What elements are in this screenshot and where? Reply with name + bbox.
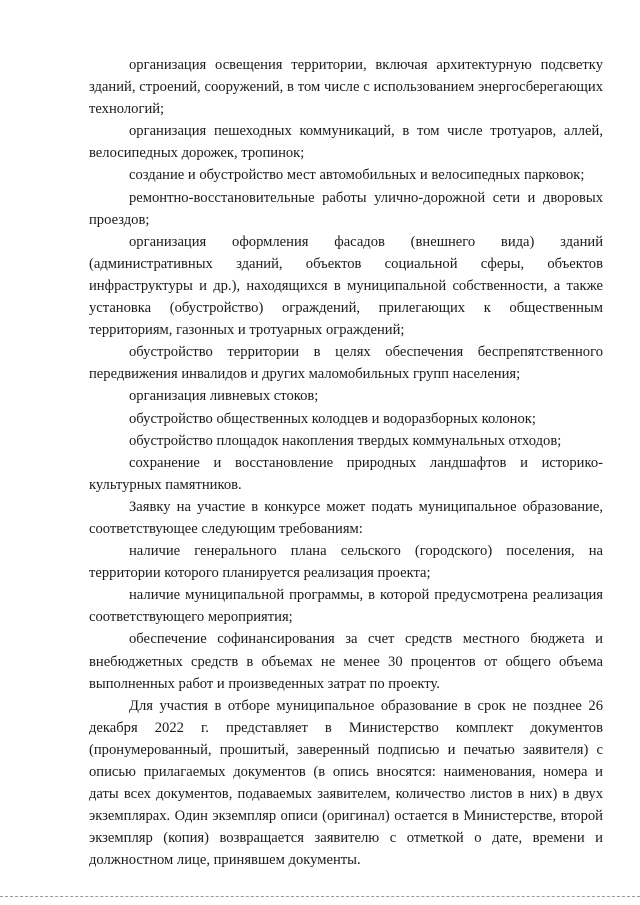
paragraph-requirement-cofinancing: обеспечение софинансирования за счет средств местного бюджета и внебюджетных средств в объемах не менее 30 процентов от общего объема выполненных работ и произведенных затрат по проекту. [89, 631, 603, 692]
paragraph-waste: обустройство площадок накопления твердых коммунальных отходов; [129, 432, 562, 449]
paragraph-lighting: организация освещения территории, включая архитектурную подсветку зданий, строений, сооружений, в том числе с использованием энергосберегающих технологий; [89, 57, 603, 118]
paragraph-drainage: организация ливневых стоков; [129, 388, 319, 405]
paragraph-landscapes: сохранение и восстановление природных ландшафтов и историко-культурных памятников. [89, 454, 603, 493]
paragraph-wells: обустройство общественных колодцев и водоразборных колонок; [129, 410, 536, 427]
document-body [89, 54, 603, 871]
paragraph-facades: организация оформления фасадов (внешнего вида) зданий (административных зданий, объектов социальной сферы, объектов инфраструктуры и др.), находящихся в муниципальной собственности, а также установка (обустройство) ограждений, прилегающих к общественным территориям, газонных и тротуарных ограждений; [89, 233, 603, 339]
paragraph-accessibility: обустройство территории в целях обеспечения беспрепятственного передвижения инвалидов и других маломобильных групп населения; [89, 344, 603, 383]
paragraph-requirement-plan: наличие генерального плана сельского (городского) поселения, на территории которого планируется реализация проекта; [89, 543, 603, 582]
bottom-dashed-rule [0, 896, 640, 897]
paragraph-application-intro: Заявку на участие в конкурсе может подать муниципальное образование, соответствующее следующим требованиям: [89, 498, 603, 537]
paragraph-road-repair: ремонтно-восстановительные работы улично-дорожной сети и дворовых проездов; [89, 189, 603, 228]
paragraph-pedestrian: организация пешеходных коммуникаций, в том числе тротуаров, аллей, велосипедных дорожек, тропинок; [89, 123, 603, 162]
paragraph-parking: создание и обустройство мест автомобильных и велосипедных парковок; [129, 167, 585, 184]
paragraph-submission: Для участия в отборе муниципальное образование в срок не позднее 26 декабря 2022 г. представляет в Министерство комплект документов (пронумерованный, прошитый, заверенный подписью и печатью заявителя) с описью прилагаемых документов (в опись вносятся: наименования, номера и даты всех документов, подаваемых заявителем, количество листов в них) в двух экземплярах. Один экземпляр описи (оригинал) остается в Министерстве, второй экземпляр (копия) возвращается заявителю с отметкой о дате, времени и должностном лице, принявшем документы. [89, 697, 603, 869]
paragraph-requirement-program: наличие муниципальной программы, в которой предусмотрена реализация соответствующего мероприятия; [89, 587, 603, 626]
